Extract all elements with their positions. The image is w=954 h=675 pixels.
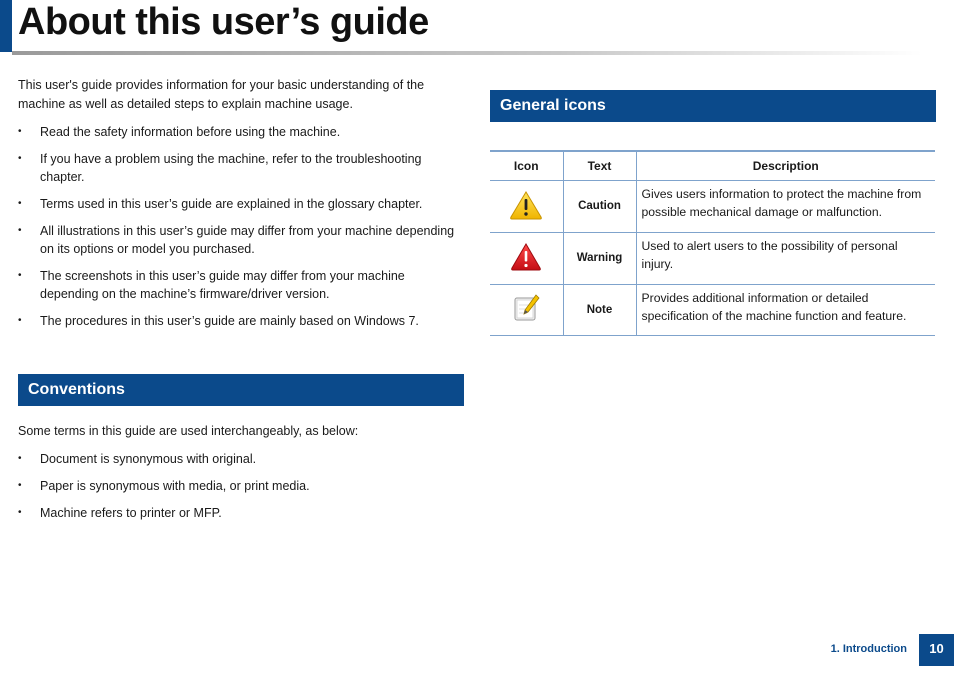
table-row [490, 284, 935, 335]
icon-text: Caution [563, 180, 636, 232]
column-header-text: Text [563, 151, 636, 180]
column-header-description: Description [636, 151, 935, 180]
icon-text: Note [563, 284, 636, 335]
icon-text: Warning [563, 232, 636, 284]
note-pad-icon [511, 293, 541, 323]
list-item: • Paper is synonymous with media, or print media. [18, 479, 310, 493]
title-accent-bar [0, 0, 12, 52]
table-row [490, 180, 935, 232]
icon-cell [490, 180, 563, 232]
bullet-icon: • [18, 225, 22, 236]
icon-description: Gives users information to protect the machine from possible mechanical damage or malfunction. [636, 180, 935, 232]
list-item: • The procedures in this user’s guide are mainly based on Windows 7. [18, 314, 419, 328]
caution-triangle-icon [509, 190, 543, 220]
bullet-icon: • [18, 198, 22, 209]
list-item: • Machine refers to printer or MFP. [18, 506, 222, 520]
intro-paragraph: This user's guide provides information for your basic understanding of the machine as well as detailed steps to explain machine usage. [18, 78, 425, 111]
footer-chapter-label: 1. Introduction [830, 643, 907, 655]
title-divider [12, 51, 922, 55]
conventions-intro: Some terms in this guide are used interchangeably, as below: [18, 424, 359, 438]
page-title: About this user’s guide [18, 1, 429, 43]
column-header-icon: Icon [490, 151, 563, 180]
conventions-bullet-list [18, 450, 464, 522]
list-item: • Read the safety information before using the machine. [18, 125, 341, 139]
bullet-icon: • [18, 153, 22, 164]
bullet-icon: • [18, 315, 22, 326]
table-header-row [490, 151, 935, 180]
bullet-icon: • [18, 453, 22, 464]
icon-cell [490, 232, 563, 284]
list-item: • If you have a problem using the machine, refer to the troubleshooting chapter. [18, 152, 422, 184]
list-item: • The screenshots in this user’s guide may differ from your machine depending on the machine’s firmware/driver version. [18, 269, 405, 301]
icon-description: Used to alert users to the possibility of personal injury. [636, 232, 935, 284]
intro-section [18, 76, 464, 339]
general-icons-table [490, 150, 935, 336]
icon-description: Provides additional information or detailed specification of the machine function and feature. [636, 284, 935, 335]
list-item: • Document is synonymous with original. [18, 452, 257, 466]
warning-triangle-icon [511, 243, 541, 271]
icon-cell [490, 284, 563, 335]
bullet-icon: • [18, 507, 22, 518]
bullet-icon: • [18, 270, 22, 281]
list-item: • All illustrations in this user’s guide may differ from your machine depending on its options or model you purchased. [18, 224, 455, 256]
general-icons-heading: General icons [490, 90, 936, 122]
intro-bullet-list [18, 123, 464, 330]
page-number: 10 [919, 634, 954, 666]
list-item: • Terms used in this user’s guide are explained in the glossary chapter. [18, 197, 423, 211]
table-row [490, 232, 935, 284]
bullet-icon: • [18, 126, 22, 137]
conventions-section [18, 422, 464, 531]
bullet-icon: • [18, 480, 22, 491]
conventions-heading: Conventions [18, 374, 464, 406]
